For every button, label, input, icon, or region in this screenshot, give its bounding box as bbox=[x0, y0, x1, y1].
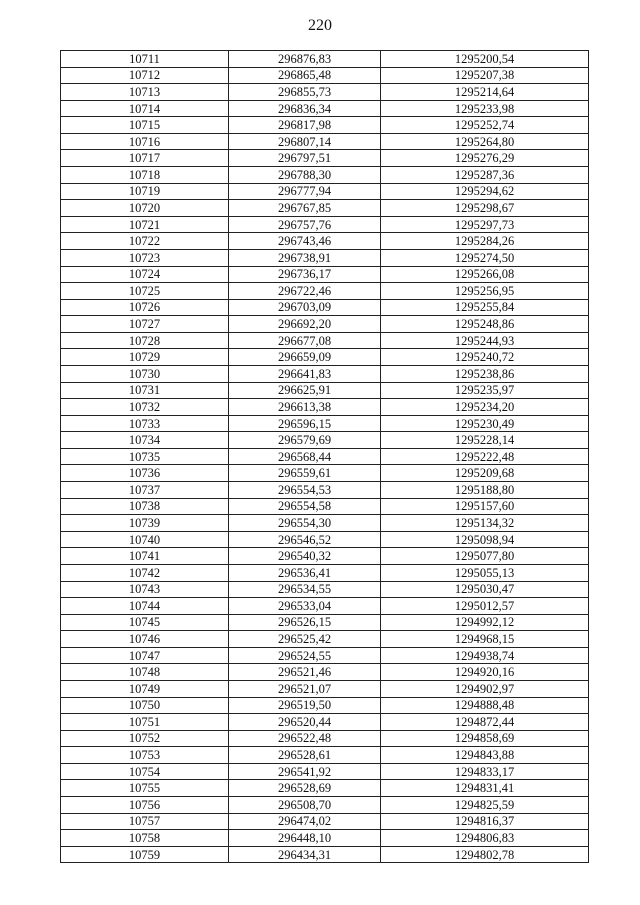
point-number-cell: 10720 bbox=[61, 200, 229, 217]
point-number-cell: 10746 bbox=[61, 631, 229, 648]
table-row bbox=[61, 714, 589, 731]
point-number-cell: 10759 bbox=[61, 846, 229, 863]
y-coordinate-cell: 1294831,41 bbox=[381, 780, 589, 797]
x-coordinate-cell: 296533,04 bbox=[229, 598, 381, 615]
x-coordinate-cell: 296817,98 bbox=[229, 117, 381, 134]
table-row bbox=[61, 183, 589, 200]
point-number-cell: 10722 bbox=[61, 233, 229, 250]
x-coordinate-cell: 296692,20 bbox=[229, 316, 381, 333]
x-coordinate-cell: 296855,73 bbox=[229, 84, 381, 101]
point-number-cell: 10726 bbox=[61, 299, 229, 316]
y-coordinate-cell: 1295274,50 bbox=[381, 249, 589, 266]
y-coordinate-cell: 1295255,84 bbox=[381, 299, 589, 316]
y-coordinate-cell: 1295030,47 bbox=[381, 581, 589, 598]
x-coordinate-cell: 296541,92 bbox=[229, 763, 381, 780]
point-number-cell: 10730 bbox=[61, 365, 229, 382]
point-number-cell: 10728 bbox=[61, 332, 229, 349]
x-coordinate-cell: 296528,61 bbox=[229, 747, 381, 764]
y-coordinate-cell: 1295287,36 bbox=[381, 167, 589, 184]
x-coordinate-cell: 296568,44 bbox=[229, 448, 381, 465]
point-number-cell: 10712 bbox=[61, 67, 229, 84]
y-coordinate-cell: 1294920,16 bbox=[381, 664, 589, 681]
x-coordinate-cell: 296579,69 bbox=[229, 432, 381, 449]
y-coordinate-cell: 1294816,37 bbox=[381, 813, 589, 830]
table-row bbox=[61, 84, 589, 101]
x-coordinate-cell: 296521,07 bbox=[229, 680, 381, 697]
table-row bbox=[61, 846, 589, 863]
table-row bbox=[61, 233, 589, 250]
y-coordinate-cell: 1295284,26 bbox=[381, 233, 589, 250]
point-number-cell: 10747 bbox=[61, 647, 229, 664]
page-number: 220 bbox=[308, 17, 332, 34]
table-row bbox=[61, 150, 589, 167]
y-coordinate-cell: 1294833,17 bbox=[381, 763, 589, 780]
point-number-cell: 10713 bbox=[61, 84, 229, 101]
x-coordinate-cell: 296738,91 bbox=[229, 249, 381, 266]
x-coordinate-cell: 296836,34 bbox=[229, 100, 381, 117]
y-coordinate-cell: 1295238,86 bbox=[381, 365, 589, 382]
x-coordinate-cell: 296519,50 bbox=[229, 697, 381, 714]
x-coordinate-cell: 296641,83 bbox=[229, 365, 381, 382]
point-number-cell: 10737 bbox=[61, 482, 229, 499]
point-number-cell: 10743 bbox=[61, 581, 229, 598]
point-number-cell: 10729 bbox=[61, 349, 229, 366]
point-number-cell: 10738 bbox=[61, 498, 229, 515]
coordinates-table bbox=[60, 50, 589, 863]
x-coordinate-cell: 296659,09 bbox=[229, 349, 381, 366]
coordinates-table-body bbox=[61, 51, 589, 863]
x-coordinate-cell: 296703,09 bbox=[229, 299, 381, 316]
table-row bbox=[61, 316, 589, 333]
y-coordinate-cell: 1294858,69 bbox=[381, 730, 589, 747]
table-row bbox=[61, 797, 589, 814]
x-coordinate-cell: 296536,41 bbox=[229, 564, 381, 581]
table-row bbox=[61, 747, 589, 764]
point-number-cell: 10733 bbox=[61, 415, 229, 432]
point-number-cell: 10752 bbox=[61, 730, 229, 747]
x-coordinate-cell: 296525,42 bbox=[229, 631, 381, 648]
y-coordinate-cell: 1295098,94 bbox=[381, 531, 589, 548]
y-coordinate-cell: 1295264,80 bbox=[381, 133, 589, 150]
x-coordinate-cell: 296777,94 bbox=[229, 183, 381, 200]
y-coordinate-cell: 1295134,32 bbox=[381, 515, 589, 532]
y-coordinate-cell: 1295252,74 bbox=[381, 117, 589, 134]
y-coordinate-cell: 1295077,80 bbox=[381, 548, 589, 565]
table-row bbox=[61, 299, 589, 316]
y-coordinate-cell: 1295297,73 bbox=[381, 216, 589, 233]
x-coordinate-cell: 296757,76 bbox=[229, 216, 381, 233]
x-coordinate-cell: 296554,53 bbox=[229, 482, 381, 499]
point-number-cell: 10736 bbox=[61, 465, 229, 482]
point-number-cell: 10716 bbox=[61, 133, 229, 150]
y-coordinate-cell: 1295256,95 bbox=[381, 283, 589, 300]
table-row bbox=[61, 432, 589, 449]
table-row bbox=[61, 482, 589, 499]
point-number-cell: 10741 bbox=[61, 548, 229, 565]
table-row bbox=[61, 498, 589, 515]
table-row bbox=[61, 51, 589, 68]
table-row bbox=[61, 67, 589, 84]
x-coordinate-cell: 296807,14 bbox=[229, 133, 381, 150]
point-number-cell: 10725 bbox=[61, 283, 229, 300]
y-coordinate-cell: 1295157,60 bbox=[381, 498, 589, 515]
y-coordinate-cell: 1294806,83 bbox=[381, 830, 589, 847]
table-row bbox=[61, 730, 589, 747]
point-number-cell: 10744 bbox=[61, 598, 229, 615]
point-number-cell: 10740 bbox=[61, 531, 229, 548]
point-number-cell: 10751 bbox=[61, 714, 229, 731]
table-row bbox=[61, 167, 589, 184]
table-row bbox=[61, 200, 589, 217]
table-row bbox=[61, 813, 589, 830]
y-coordinate-cell: 1295209,68 bbox=[381, 465, 589, 482]
table-row bbox=[61, 332, 589, 349]
point-number-cell: 10756 bbox=[61, 797, 229, 814]
x-coordinate-cell: 296876,83 bbox=[229, 51, 381, 68]
x-coordinate-cell: 296434,31 bbox=[229, 846, 381, 863]
x-coordinate-cell: 296722,46 bbox=[229, 283, 381, 300]
point-number-cell: 10739 bbox=[61, 515, 229, 532]
table-row bbox=[61, 465, 589, 482]
table-row bbox=[61, 399, 589, 416]
table-row bbox=[61, 548, 589, 565]
table-row bbox=[61, 680, 589, 697]
y-coordinate-cell: 1295276,29 bbox=[381, 150, 589, 167]
table-row bbox=[61, 664, 589, 681]
x-coordinate-cell: 296508,70 bbox=[229, 797, 381, 814]
x-coordinate-cell: 296797,51 bbox=[229, 150, 381, 167]
table-row bbox=[61, 266, 589, 283]
x-coordinate-cell: 296596,15 bbox=[229, 415, 381, 432]
x-coordinate-cell: 296524,55 bbox=[229, 647, 381, 664]
x-coordinate-cell: 296625,91 bbox=[229, 382, 381, 399]
table-row bbox=[61, 598, 589, 615]
x-coordinate-cell: 296540,32 bbox=[229, 548, 381, 565]
x-coordinate-cell: 296520,44 bbox=[229, 714, 381, 731]
point-number-cell: 10731 bbox=[61, 382, 229, 399]
x-coordinate-cell: 296767,85 bbox=[229, 200, 381, 217]
table-row bbox=[61, 100, 589, 117]
point-number-cell: 10749 bbox=[61, 680, 229, 697]
y-coordinate-cell: 1294888,48 bbox=[381, 697, 589, 714]
x-coordinate-cell: 296736,17 bbox=[229, 266, 381, 283]
point-number-cell: 10724 bbox=[61, 266, 229, 283]
point-number-cell: 10721 bbox=[61, 216, 229, 233]
point-number-cell: 10734 bbox=[61, 432, 229, 449]
y-coordinate-cell: 1295234,20 bbox=[381, 399, 589, 416]
table-row bbox=[61, 531, 589, 548]
table-row bbox=[61, 631, 589, 648]
y-coordinate-cell: 1295012,57 bbox=[381, 598, 589, 615]
table-row bbox=[61, 515, 589, 532]
table-row bbox=[61, 365, 589, 382]
point-number-cell: 10758 bbox=[61, 830, 229, 847]
point-number-cell: 10748 bbox=[61, 664, 229, 681]
x-coordinate-cell: 296677,08 bbox=[229, 332, 381, 349]
table-row bbox=[61, 216, 589, 233]
x-coordinate-cell: 296788,30 bbox=[229, 167, 381, 184]
table-row bbox=[61, 581, 589, 598]
x-coordinate-cell: 296534,55 bbox=[229, 581, 381, 598]
point-number-cell: 10732 bbox=[61, 399, 229, 416]
x-coordinate-cell: 296448,10 bbox=[229, 830, 381, 847]
point-number-cell: 10717 bbox=[61, 150, 229, 167]
point-number-cell: 10715 bbox=[61, 117, 229, 134]
y-coordinate-cell: 1294802,78 bbox=[381, 846, 589, 863]
y-coordinate-cell: 1295200,54 bbox=[381, 51, 589, 68]
x-coordinate-cell: 296528,69 bbox=[229, 780, 381, 797]
y-coordinate-cell: 1294938,74 bbox=[381, 647, 589, 664]
point-number-cell: 10742 bbox=[61, 564, 229, 581]
point-number-cell: 10723 bbox=[61, 249, 229, 266]
table-row bbox=[61, 564, 589, 581]
table-row bbox=[61, 647, 589, 664]
point-number-cell: 10735 bbox=[61, 448, 229, 465]
y-coordinate-cell: 1294825,59 bbox=[381, 797, 589, 814]
y-coordinate-cell: 1295207,38 bbox=[381, 67, 589, 84]
x-coordinate-cell: 296554,30 bbox=[229, 515, 381, 532]
table-row bbox=[61, 249, 589, 266]
table-row bbox=[61, 780, 589, 797]
y-coordinate-cell: 1295222,48 bbox=[381, 448, 589, 465]
x-coordinate-cell: 296559,61 bbox=[229, 465, 381, 482]
point-number-cell: 10727 bbox=[61, 316, 229, 333]
y-coordinate-cell: 1294843,88 bbox=[381, 747, 589, 764]
point-number-cell: 10757 bbox=[61, 813, 229, 830]
x-coordinate-cell: 296613,38 bbox=[229, 399, 381, 416]
point-number-cell: 10755 bbox=[61, 780, 229, 797]
table-row bbox=[61, 614, 589, 631]
y-coordinate-cell: 1295240,72 bbox=[381, 349, 589, 366]
y-coordinate-cell: 1295248,86 bbox=[381, 316, 589, 333]
x-coordinate-cell: 296865,48 bbox=[229, 67, 381, 84]
y-coordinate-cell: 1295233,98 bbox=[381, 100, 589, 117]
y-coordinate-cell: 1295298,67 bbox=[381, 200, 589, 217]
point-number-cell: 10711 bbox=[61, 51, 229, 68]
y-coordinate-cell: 1295214,64 bbox=[381, 84, 589, 101]
y-coordinate-cell: 1295228,14 bbox=[381, 432, 589, 449]
table-row bbox=[61, 117, 589, 134]
table-row bbox=[61, 448, 589, 465]
y-coordinate-cell: 1295235,97 bbox=[381, 382, 589, 399]
table-row bbox=[61, 763, 589, 780]
table-row bbox=[61, 697, 589, 714]
table-row bbox=[61, 133, 589, 150]
y-coordinate-cell: 1295055,13 bbox=[381, 564, 589, 581]
y-coordinate-cell: 1295294,62 bbox=[381, 183, 589, 200]
y-coordinate-cell: 1295188,80 bbox=[381, 482, 589, 499]
point-number-cell: 10719 bbox=[61, 183, 229, 200]
x-coordinate-cell: 296546,52 bbox=[229, 531, 381, 548]
point-number-cell: 10745 bbox=[61, 614, 229, 631]
point-number-cell: 10753 bbox=[61, 747, 229, 764]
y-coordinate-cell: 1295244,93 bbox=[381, 332, 589, 349]
x-coordinate-cell: 296474,02 bbox=[229, 813, 381, 830]
table-row bbox=[61, 415, 589, 432]
x-coordinate-cell: 296521,46 bbox=[229, 664, 381, 681]
point-number-cell: 10714 bbox=[61, 100, 229, 117]
table-row bbox=[61, 830, 589, 847]
table-row bbox=[61, 283, 589, 300]
table-row bbox=[61, 382, 589, 399]
point-number-cell: 10718 bbox=[61, 167, 229, 184]
y-coordinate-cell: 1294992,12 bbox=[381, 614, 589, 631]
y-coordinate-cell: 1295266,08 bbox=[381, 266, 589, 283]
table-row bbox=[61, 349, 589, 366]
y-coordinate-cell: 1294872,44 bbox=[381, 714, 589, 731]
point-number-cell: 10750 bbox=[61, 697, 229, 714]
x-coordinate-cell: 296526,15 bbox=[229, 614, 381, 631]
point-number-cell: 10754 bbox=[61, 763, 229, 780]
y-coordinate-cell: 1295230,49 bbox=[381, 415, 589, 432]
y-coordinate-cell: 1294968,15 bbox=[381, 631, 589, 648]
x-coordinate-cell: 296743,46 bbox=[229, 233, 381, 250]
y-coordinate-cell: 1294902,97 bbox=[381, 680, 589, 697]
x-coordinate-cell: 296522,48 bbox=[229, 730, 381, 747]
x-coordinate-cell: 296554,58 bbox=[229, 498, 381, 515]
